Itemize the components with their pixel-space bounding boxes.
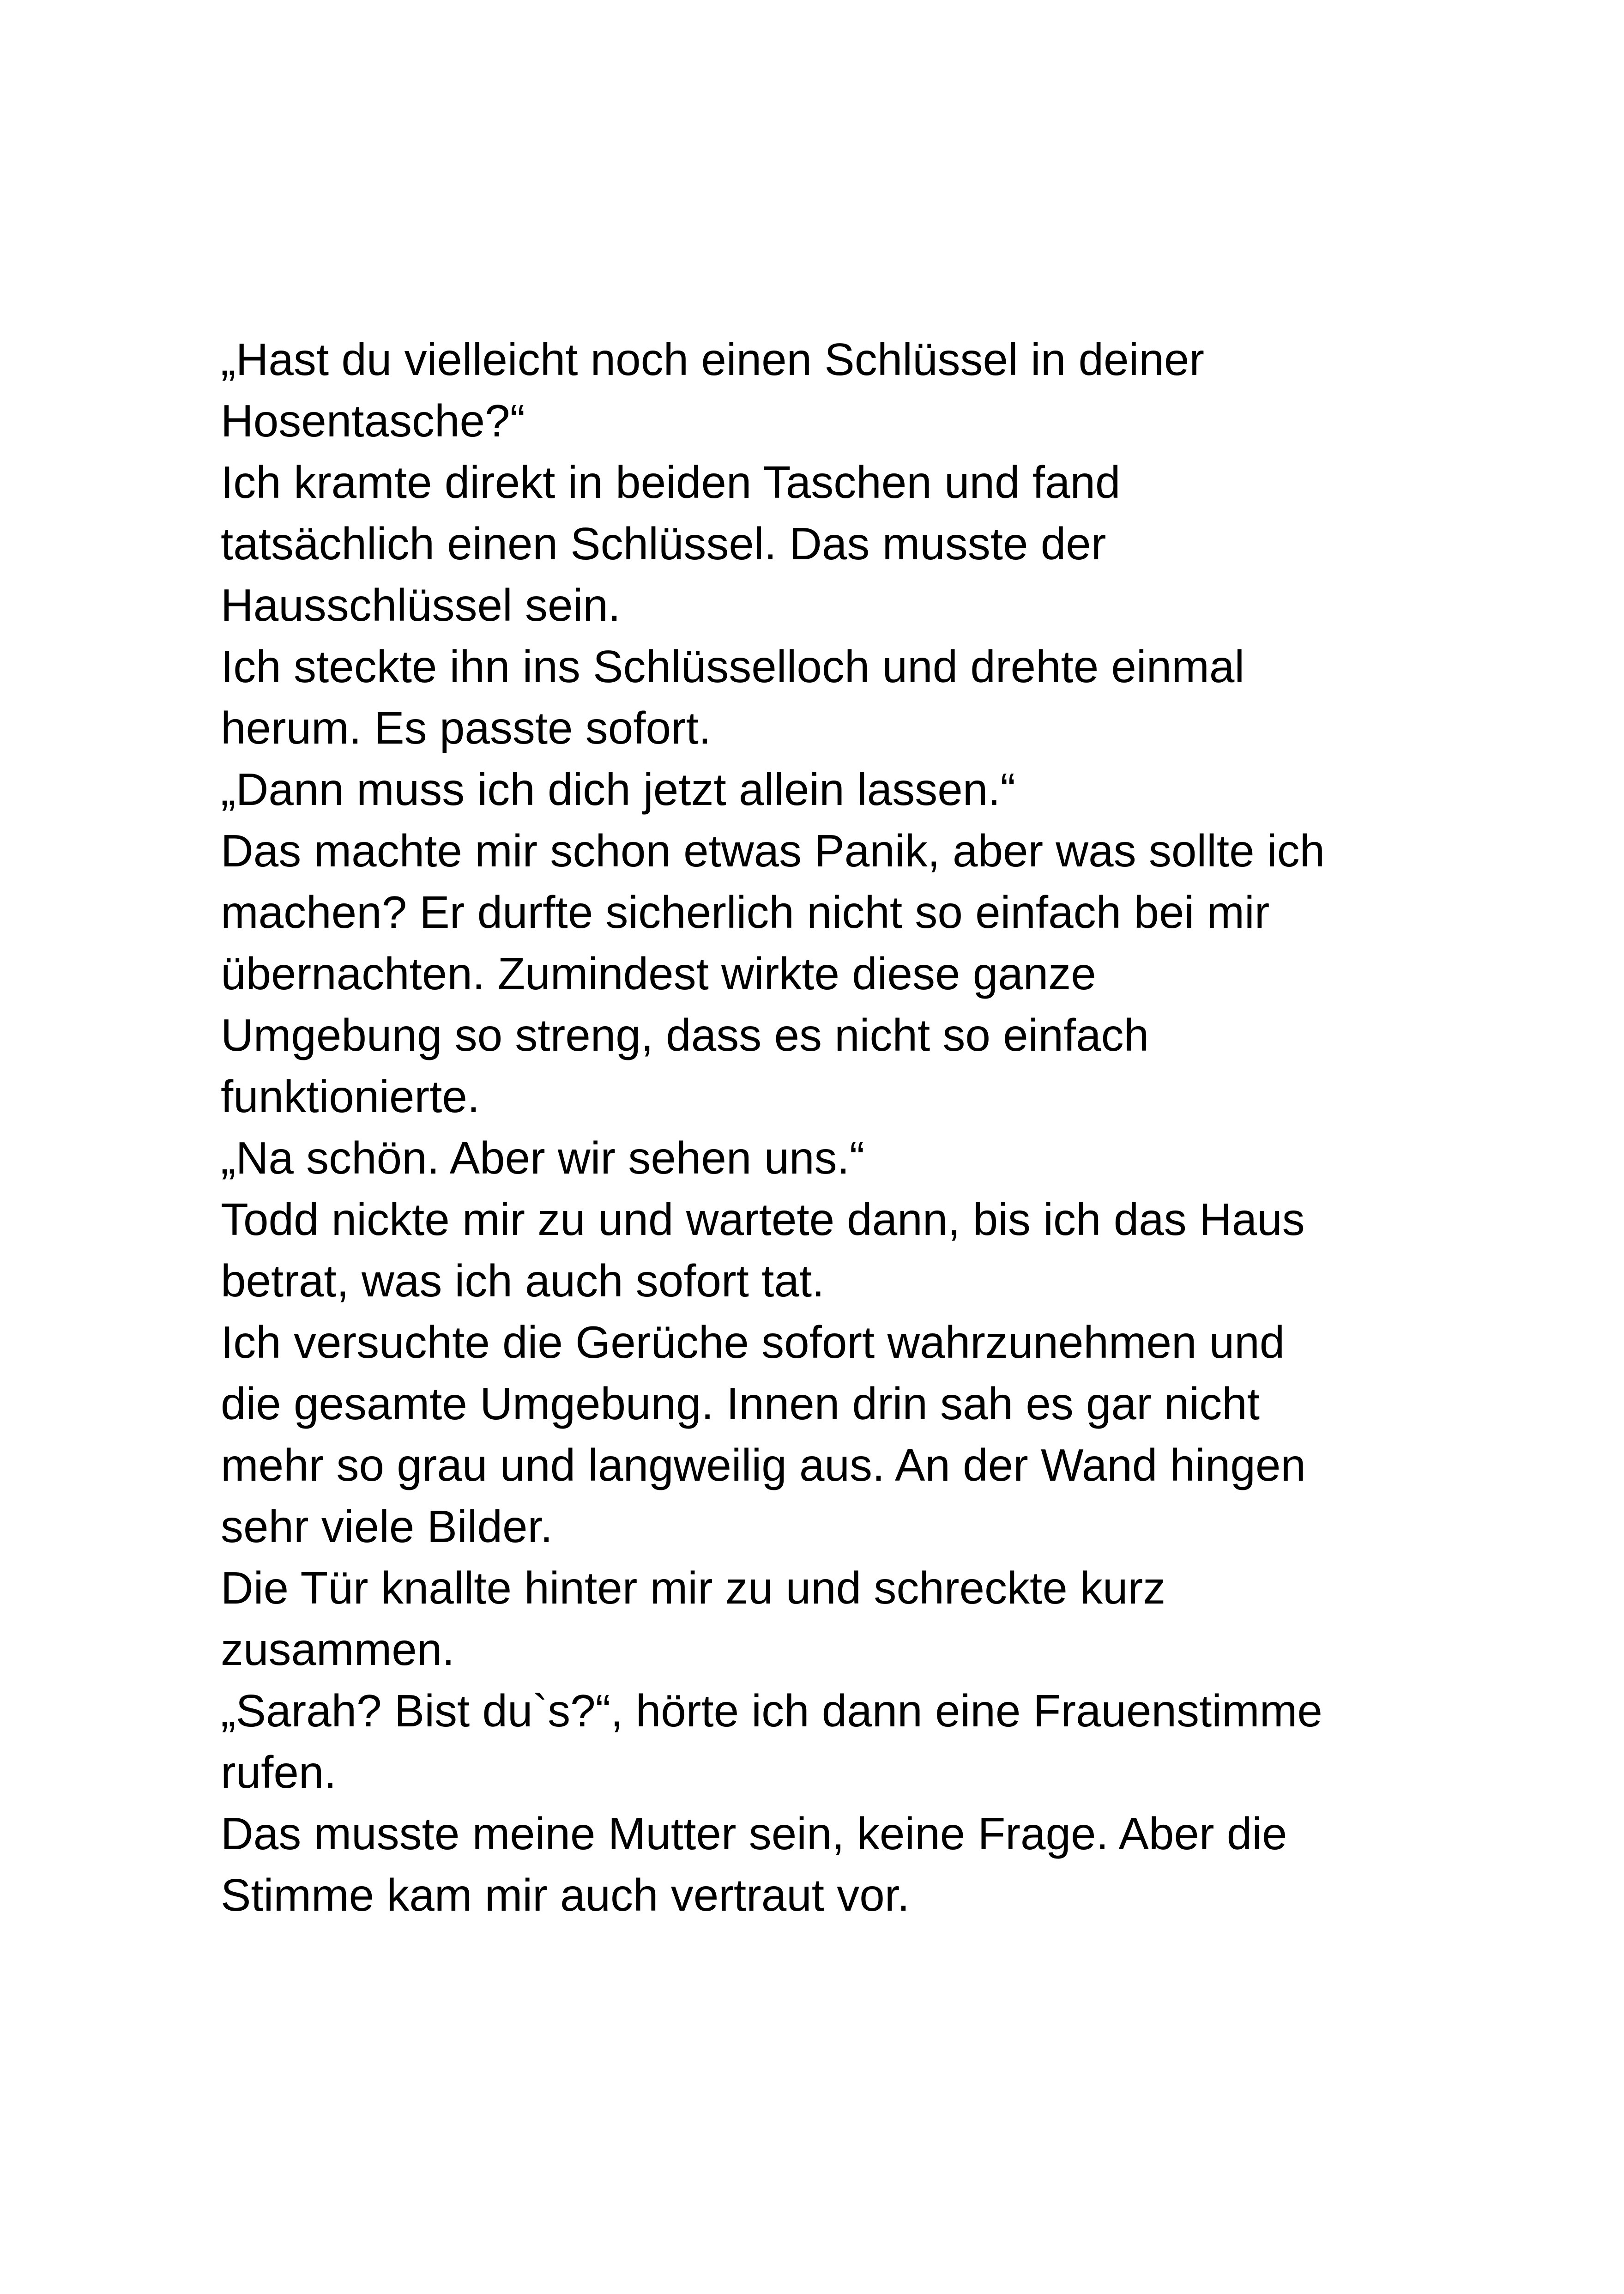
text-line: zusammen. — [221, 1624, 455, 1675]
text-line: übernachten. Zumindest wirkte diese ganze — [221, 948, 1096, 999]
text-line: „Hast du vielleicht noch einen Schlüssel in deiner — [221, 334, 1204, 385]
text-line: herum. Es passte sofort. — [221, 702, 712, 753]
text-line: Das musste meine Mutter sein, keine Frage. Aber die — [221, 1808, 1287, 1859]
text-line: Die Tür knallte hinter mir zu und schreckte kurz — [221, 1562, 1166, 1613]
text-line: Hosentasche?“ — [221, 395, 525, 446]
text-line: Todd nickte mir zu und wartete dann, bis ich das Haus — [221, 1194, 1305, 1245]
text-line: mehr so grau und langweilig aus. An der Wand hingen — [221, 1440, 1306, 1490]
text-line: tatsächlich einen Schlüssel. Das musste der — [221, 518, 1106, 569]
text-line: „Sarah? Bist du`s?“, hörte ich dann eine Frauenstimme — [221, 1685, 1322, 1736]
text-line: „Na schön. Aber wir sehen uns.“ — [221, 1132, 865, 1183]
body-text — [221, 329, 1421, 1926]
text-line: „Dann muss ich dich jetzt allein lassen.“ — [221, 764, 1016, 815]
text-line: machen? Er durfte sicherlich nicht so einfach bei mir — [221, 887, 1270, 938]
text-line: Ich steckte ihn ins Schlüsselloch und drehte einmal — [221, 641, 1245, 692]
text-line: Umgebung so streng, dass es nicht so einfach — [221, 1010, 1149, 1060]
text-line: Das machte mir schon etwas Panik, aber was sollte ich — [221, 825, 1325, 876]
text-line: sehr viele Bilder. — [221, 1501, 553, 1552]
text-line: betrat, was ich auch sofort tat. — [221, 1255, 825, 1306]
text-line: funktionierte. — [221, 1071, 480, 1122]
text-line: rufen. — [221, 1747, 337, 1798]
text-line: Hausschlüssel sein. — [221, 580, 621, 630]
text-line: Stimme kam mir auch vertraut vor. — [221, 1870, 910, 1920]
text-line: die gesamte Umgebung. Innen drin sah es gar nicht — [221, 1378, 1260, 1429]
text-line: Ich versuchte die Gerüche sofort wahrzunehmen und — [221, 1317, 1285, 1368]
text-line: Ich kramte direkt in beiden Taschen und fand — [221, 457, 1121, 508]
